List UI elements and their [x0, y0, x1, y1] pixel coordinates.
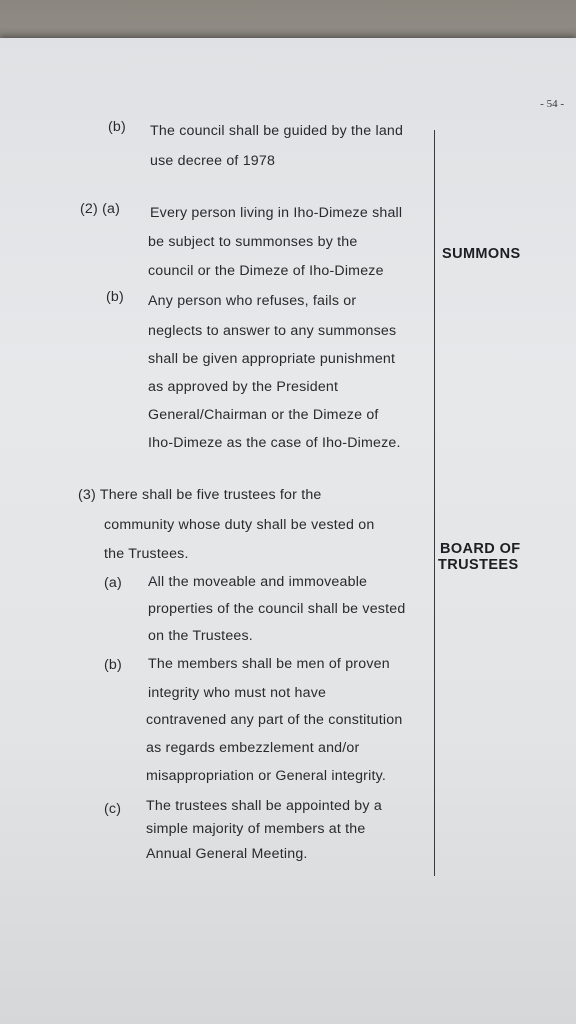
margin-note-trustees: TRUSTEES: [438, 557, 519, 573]
clause-3a-label: (a): [104, 575, 122, 591]
clause-3-intro-line-3: the Trustees.: [104, 546, 189, 562]
clause-2b-line-2: neglects to answer to any summonses: [148, 323, 397, 339]
clause-3a-line-2: properties of the council shall be vested: [148, 601, 406, 617]
clause-3b-line-4: as regards embezzlement and/or: [146, 740, 360, 756]
clause-3c-line-3: Annual General Meeting.: [146, 846, 308, 862]
clause-3a-line-1: All the moveable and immoveable: [148, 574, 368, 590]
clause-3a-line-3: on the Trustees.: [148, 628, 253, 644]
clause-3c-line-2: simple majority of members at the: [146, 821, 366, 837]
clause-3b-label: (b): [104, 657, 122, 673]
clause-3b-line-1: The members shall be men of proven: [148, 656, 390, 672]
clause-3c-line-1: The trustees shall be appointed by a: [146, 798, 382, 814]
clause-3c-label: (c): [104, 801, 122, 817]
clause-1b-line-2: use decree of 1978: [150, 153, 276, 169]
clause-3b-line-3: contravened any part of the constitution: [146, 712, 403, 728]
clause-3b-line-2: integrity who must not have: [148, 685, 327, 701]
clause-2b-line-1: Any person who refuses, fails or: [148, 293, 357, 309]
clause-2b-label: (b): [106, 289, 124, 305]
clause-2b-line-5: General/Chairman or the Dimeze of: [148, 407, 379, 423]
margin-note-summons: SUMMONS: [442, 246, 521, 262]
clause-3b-line-5: misappropriation or General integrity.: [146, 768, 386, 784]
clause-2b-line-6: Iho-Dimeze as the case of Iho-Dimeze.: [148, 435, 401, 451]
clause-1b-label: (b): [108, 119, 126, 135]
clause-2a-line-1: Every person living in Iho-Dimeze shall: [150, 205, 403, 221]
page-number: - 54 -: [540, 98, 564, 110]
clause-2a-line-3: council or the Dimeze of Iho-Dimeze: [148, 263, 384, 279]
clause-3-intro-line-2: community whose duty shall be vested on: [104, 517, 375, 533]
margin-divider: [434, 130, 435, 876]
clause-1b-line-1: The council shall be guided by the land: [150, 123, 404, 139]
clause-2b-line-4: as approved by the President: [148, 379, 339, 395]
clause-2-label: (2) (a): [80, 201, 121, 217]
clause-3-intro-line-1: (3) There shall be five trustees for the: [78, 487, 322, 503]
clause-2a-line-2: be subject to summonses by the: [148, 234, 358, 250]
clause-2b-line-3: shall be given appropriate punishment: [148, 351, 396, 367]
margin-note-board-of: BOARD OF: [440, 541, 521, 557]
